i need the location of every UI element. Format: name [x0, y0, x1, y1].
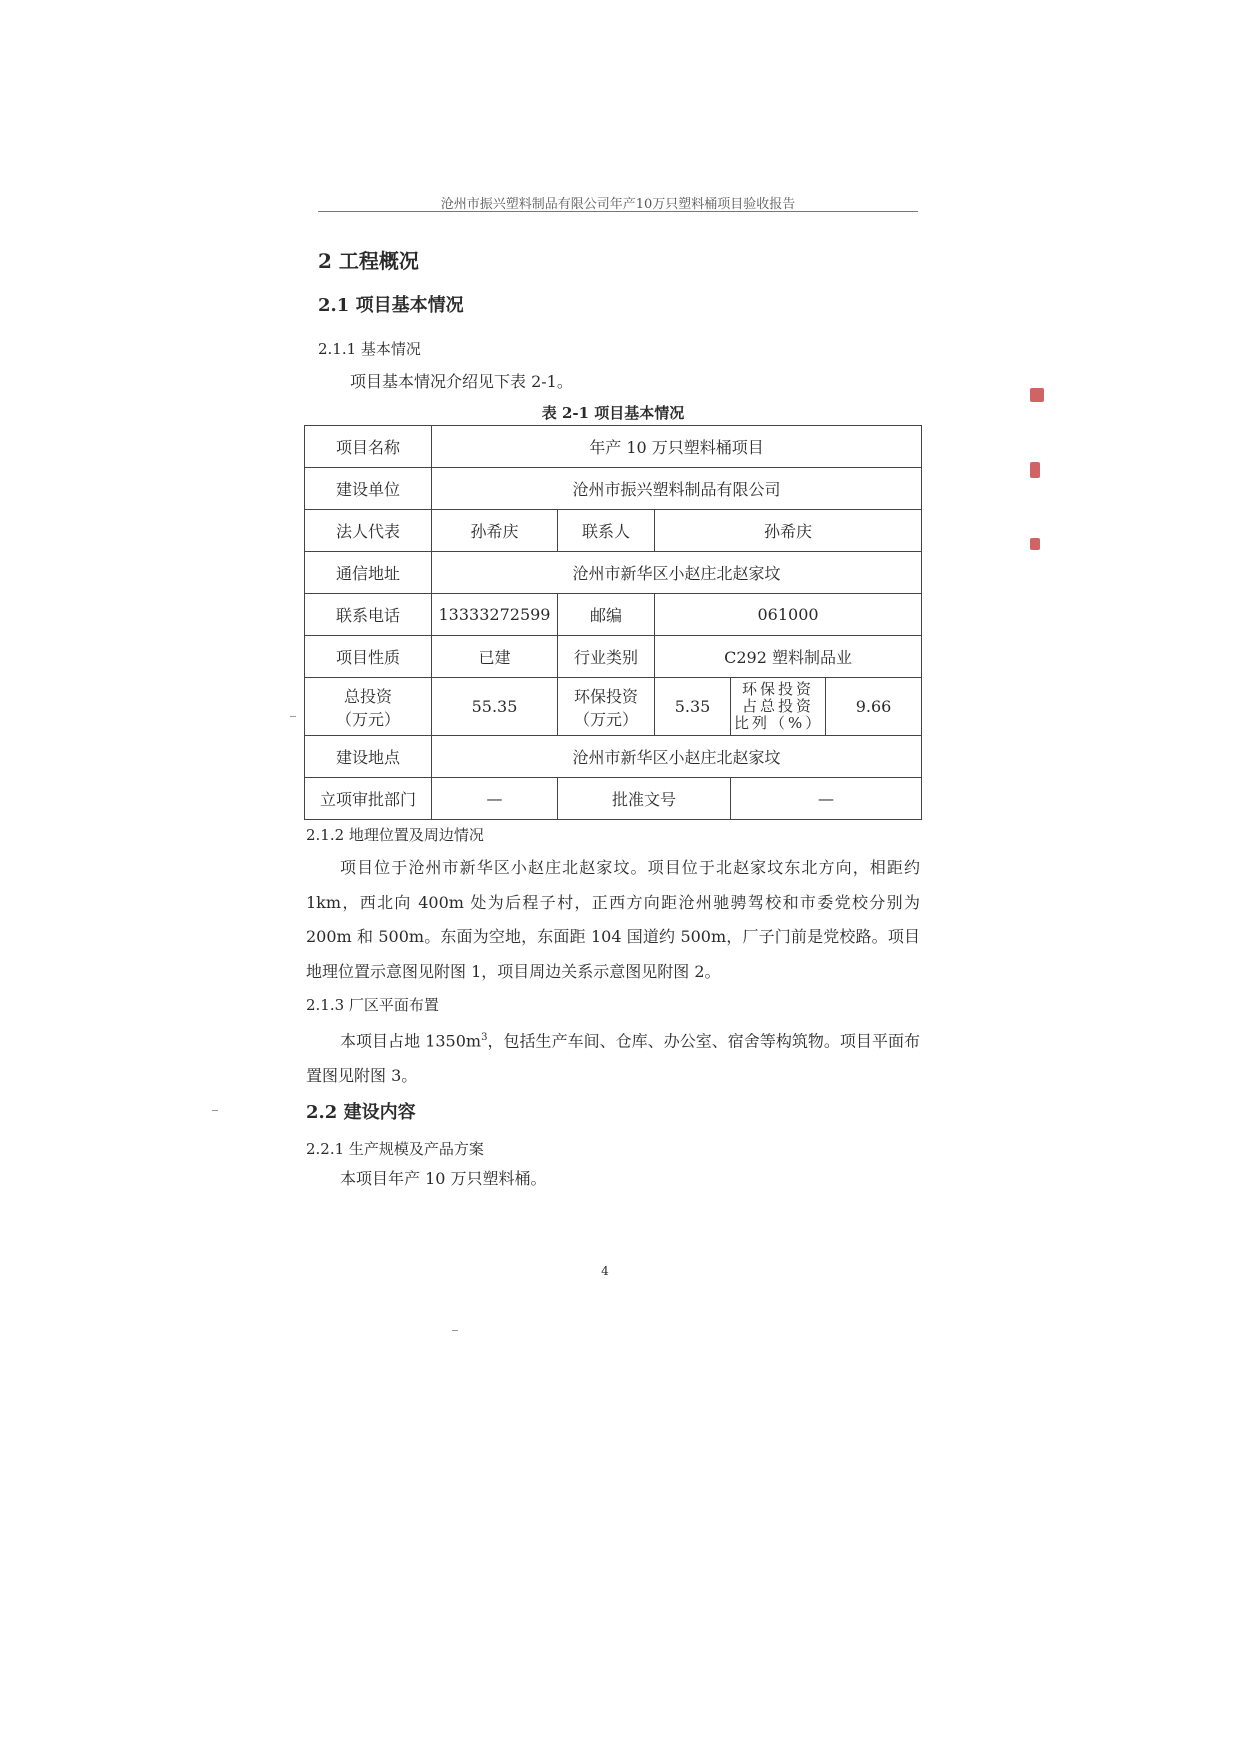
- cell-builder: 沧州市振兴塑料制品有限公司: [432, 468, 922, 510]
- cell-label-address: 通信地址: [305, 552, 432, 594]
- subsection-heading-2-1-1: 2.1.1 基本情况: [318, 340, 421, 358]
- cell-total-investment: 55.35: [432, 678, 558, 736]
- cell-legal-rep: 孙希庆: [432, 510, 558, 552]
- cell-label-approval-no: 批准文号: [558, 778, 731, 820]
- cell-label-env-ratio-line1: 环保投资: [741, 680, 814, 698]
- cell-label-legal-rep: 法人代表: [305, 510, 432, 552]
- cell-label-approval-dept: 立项审批部门: [305, 778, 432, 820]
- scan-speck: [212, 1110, 218, 1111]
- table-row: [305, 426, 922, 468]
- cell-env-ratio: 9.66: [826, 678, 922, 736]
- section-heading-2-2: 2.2 建设内容: [306, 1102, 416, 1123]
- cell-label-postcode: 邮编: [558, 594, 655, 636]
- cell-label-total-investment-line1: 总投资: [343, 686, 392, 706]
- cell-label-env-investment: [558, 678, 655, 736]
- table-row: [305, 510, 922, 552]
- table-row: [305, 778, 922, 820]
- cell-project-name: 年产 10 万只塑料桶项目: [432, 426, 922, 468]
- table-row: [305, 678, 922, 736]
- cell-label-industry: 行业类别: [558, 636, 655, 678]
- cell-approval-dept: —: [432, 778, 558, 820]
- cell-address: 沧州市新华区小赵庄北赵家坟: [432, 552, 922, 594]
- cell-label-site: 建设地点: [305, 736, 432, 778]
- section-heading-2-1: 2.1 项目基本情况: [318, 295, 464, 316]
- subsection-heading-2-2-1: 2.2.1 生产规模及产品方案: [306, 1140, 484, 1158]
- cell-nature: 已建: [432, 636, 558, 678]
- table-row: [305, 736, 922, 778]
- table-row: [305, 636, 922, 678]
- page-number: 4: [601, 1264, 609, 1278]
- layout-paragraph-superscript: 3: [481, 1032, 488, 1043]
- scan-speck: [452, 1330, 458, 1331]
- scan-artifact-mark: [1030, 538, 1040, 550]
- geo-paragraph-block: [306, 851, 920, 989]
- cell-contact: 孙希庆: [655, 510, 922, 552]
- cell-site: 沧州市新华区小赵庄北赵家坟: [432, 736, 922, 778]
- cell-label-total-investment-line2: （万元）: [335, 709, 400, 729]
- cell-label-project-name: 项目名称: [305, 426, 432, 468]
- cell-postcode: 061000: [655, 594, 922, 636]
- layout-paragraph-text-b: ，包括生产车间、仓库、办公室、宿舍等构筑物。项目平面布置图见附图 3。: [306, 1031, 920, 1085]
- cell-label-total-investment: [305, 678, 432, 736]
- scan-artifact-mark: [1030, 462, 1040, 478]
- cell-label-nature: 项目性质: [305, 636, 432, 678]
- cell-label-env-investment-line1: 环保投资: [573, 686, 638, 706]
- table-row: [305, 468, 922, 510]
- cell-label-phone: 联系电话: [305, 594, 432, 636]
- cell-label-env-ratio-line2: 占总投资: [741, 697, 814, 715]
- cell-phone: 13333272599: [432, 594, 558, 636]
- scale-paragraph: 本项目年产 10 万只塑料桶。: [340, 1169, 547, 1188]
- scan-speck: [290, 716, 296, 717]
- cell-label-builder: 建设单位: [305, 468, 432, 510]
- cell-label-env-ratio-line3: 比列（%）: [734, 714, 824, 732]
- table-row: [305, 552, 922, 594]
- project-info-table: [304, 425, 922, 820]
- cell-env-investment: 5.35: [655, 678, 731, 736]
- subsection-heading-2-1-3: 2.1.3 厂区平面布置: [306, 996, 439, 1014]
- subsection-heading-2-1-2: 2.1.2 地理位置及周边情况: [306, 826, 484, 844]
- chapter-heading: 2 工程概况: [318, 249, 419, 273]
- cell-approval-no: —: [731, 778, 922, 820]
- layout-paragraph-text-a: 本项目占地 1350m: [340, 1031, 482, 1051]
- table-intro-text: 项目基本情况介绍见下表 2-1。: [350, 372, 573, 391]
- table-caption: 表 2-1 项目基本情况: [541, 404, 685, 422]
- table-row: [305, 594, 922, 636]
- cell-label-contact: 联系人: [558, 510, 655, 552]
- cell-industry: C292 塑料制品业: [655, 636, 922, 678]
- cell-label-env-investment-line2: （万元）: [573, 709, 638, 729]
- layout-paragraph-block: [306, 1021, 920, 1093]
- cell-label-env-ratio: [731, 678, 826, 736]
- scan-artifact-mark: [1030, 388, 1044, 402]
- running-header: 沧州市振兴塑料制品有限公司年产10万只塑料桶项目验收报告: [440, 197, 796, 212]
- header-rule: [318, 211, 918, 212]
- layout-paragraph: [306, 1021, 920, 1093]
- geo-paragraph: 项目位于沧州市新华区小赵庄北赵家坟。项目位于北赵家坟东北方向，相距约 1km，西北向 400m 处为后程子村，正西方向距沧州驰骋驾校和市委党校分别为 200m 和 500m。东面为空地，东面距 104 国道约 500m，厂子门前是党校路。项目地理位置示意图见附图 1，项目周边关系示意图见附图 2。: [306, 858, 920, 981]
